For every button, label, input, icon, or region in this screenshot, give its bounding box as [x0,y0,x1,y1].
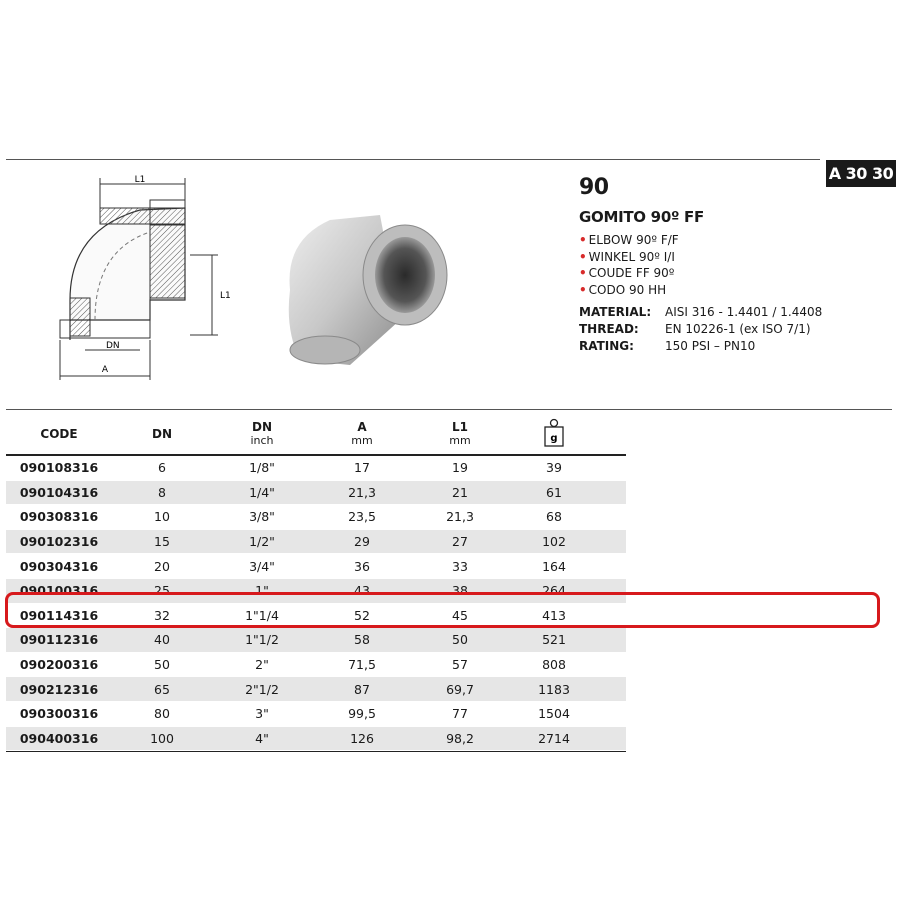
product-code: 90 [579,175,609,200]
cell-weight: 68 [546,509,562,525]
spec-list [579,304,879,355]
cell-l1: 38 [452,583,468,599]
cell-code: 090308316 [19,509,99,525]
cell-code: 090112316 [19,632,99,648]
cell-dn-inch: 3" [255,706,269,722]
cell-a: 52 [354,607,370,623]
cell-l1: 27 [452,534,468,550]
cell-dn: 20 [154,558,170,574]
translation-list [579,232,879,298]
cell-l1: 19 [452,460,468,476]
table-header [6,414,626,456]
cell-l1: 77 [452,706,468,722]
cell-weight: 102 [542,534,566,550]
catalog-section-badge: A 30 30 [826,160,896,187]
cell-dn-inch: 3/8" [249,509,275,525]
cell-l1: 21,3 [446,509,474,525]
weight-icon-label: g [550,432,558,444]
cell-dn: 32 [154,607,170,623]
table-row [6,530,626,555]
cell-weight: 808 [542,657,566,673]
cell-weight: 1183 [538,681,570,697]
cell-dn: 25 [154,583,170,599]
cell-weight: 1504 [538,706,570,722]
cell-l1: 33 [452,558,468,574]
spec-label: RATING: [579,339,634,353]
cell-dn: 15 [154,534,170,550]
table-row [6,505,626,530]
translation-item: • COUDE FF 90º [579,265,879,282]
cell-a: 71,5 [348,657,376,673]
cell-dn-inch: 1"1/2 [245,632,279,648]
cell-weight: 39 [546,460,562,476]
product-photo [270,200,460,370]
cell-code: 090304316 [19,558,99,574]
cell-a: 99,5 [348,706,376,722]
highlighted-row-frame [5,592,880,628]
cell-dn-inch: 2" [255,657,269,673]
cell-code: 090400316 [19,730,99,746]
cell-dn-inch: 1" [255,583,269,599]
product-info [579,174,879,355]
cell-a: 21,3 [348,484,376,500]
spec-value: EN 10226-1 (ex ISO 7/1) [665,322,811,336]
cell-code: 090200316 [19,657,99,673]
spec-rating [579,338,879,355]
table-row [6,727,626,752]
cell-a: 17 [354,460,370,476]
cell-weight: 61 [546,484,562,500]
middle-divider [6,409,892,410]
cell-dn-inch: 3/4" [249,558,275,574]
cell-dn: 50 [154,657,170,673]
cell-weight: 2714 [538,730,570,746]
cell-weight: 264 [542,583,566,599]
cell-a: 58 [354,632,370,648]
cell-dn: 10 [154,509,170,525]
header-dn-inch: DN inch [250,420,274,447]
cell-dn: 8 [158,484,166,500]
cell-a: 43 [354,583,370,599]
translation-item: • ELBOW 90º F/F [579,232,879,249]
dim-l1-side: L1 [220,291,231,301]
cell-code: 090100316 [19,583,99,599]
spec-label: MATERIAL: [579,305,652,319]
cell-code: 090114316 [19,607,99,623]
spec-value: AISI 316 - 1.4401 / 1.4408 [665,305,823,319]
dim-a: A [101,365,109,375]
header-a: A mm [351,420,373,447]
cell-a: 36 [354,558,370,574]
cell-dn-inch: 4" [255,730,269,746]
cell-code: 090212316 [19,681,99,697]
cell-l1: 21 [452,484,468,500]
cell-dn-inch: 1/2" [249,534,275,550]
spec-thread [579,321,879,338]
cell-weight: 164 [542,558,566,574]
cell-l1: 57 [452,657,468,673]
cell-dn-inch: 1/8" [249,460,275,476]
table-row [6,702,626,727]
dimension-table [6,414,626,752]
header-dn: DN [151,427,172,441]
cell-l1: 69,7 [446,681,474,697]
cell-a: 126 [350,730,374,746]
cell-dn-inch: 1"1/4 [245,607,279,623]
spec-value: 150 PSI – PN10 [665,339,756,353]
dim-l1-top: L1 [134,175,146,185]
cell-dn-inch: 2"1/2 [245,681,279,697]
dim-dn: DN [106,341,120,351]
cell-weight: 521 [542,632,566,648]
weight-icon [543,418,565,448]
cell-dn: 6 [158,460,166,476]
cell-dn-inch: 1/4" [249,484,275,500]
product-title: GOMITO 90º FF [579,208,704,226]
header-code: CODE [40,427,78,441]
cell-a: 87 [354,681,370,697]
table-bottom-rule [6,751,626,752]
cell-dn: 40 [154,632,170,648]
spec-label: THREAD: [579,322,639,336]
translation-item: • WINKEL 90º I/I [579,249,879,266]
cell-weight: 413 [542,607,566,623]
header-weight [508,418,600,451]
cell-code: 090104316 [19,484,99,500]
table-row [6,456,626,481]
cell-a: 29 [354,534,370,550]
cell-code: 090300316 [19,706,99,722]
cell-dn: 80 [154,706,170,722]
table-row [6,628,626,653]
cell-dn: 100 [150,730,174,746]
technical-drawing [40,170,255,385]
top-divider [6,159,820,160]
cell-l1: 45 [452,607,468,623]
cell-code: 090102316 [19,534,99,550]
table-row [6,554,626,579]
cell-l1: 98,2 [446,730,474,746]
cell-a: 23,5 [348,509,376,525]
table-row [6,481,626,506]
cell-l1: 50 [452,632,468,648]
header-l1: L1 mm [449,420,471,447]
table-row [6,653,626,678]
spec-material [579,304,879,321]
table-row [6,677,626,702]
cell-code: 090108316 [19,460,99,476]
translation-item: • CODO 90 HH [579,282,879,299]
cell-dn: 65 [154,681,170,697]
